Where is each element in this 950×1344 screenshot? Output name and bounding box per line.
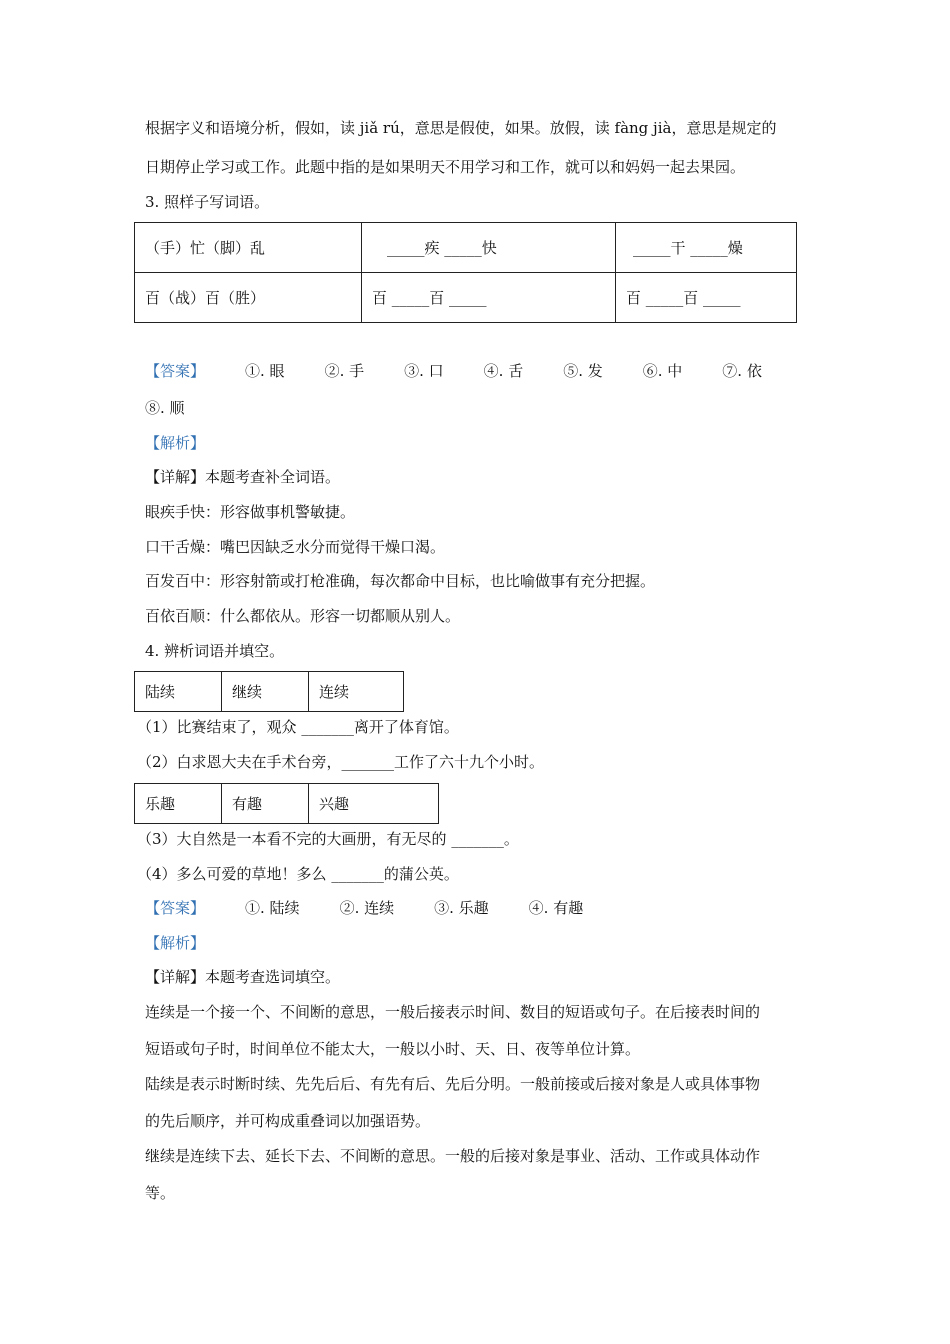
explanation-line: 百依百顺：什么都依从。形容一切都顺从别人。 [145, 607, 461, 625]
table-row [135, 223, 797, 273]
explanation-line: 眼疾手快：形容做事机警敏捷。 [145, 503, 356, 521]
answer-item: ①. 眼 [245, 362, 285, 380]
answer-item: ③. 乐趣 [434, 899, 489, 917]
paragraph-line: 继续是连续下去、延长下去、不间断的意思。一般的后接对象是事业、活动、工作或具体动作 [145, 1147, 761, 1165]
paragraph-line: 的先后顺序，并可构成重叠词以加强语势。 [145, 1112, 431, 1130]
q4-word-box-2 [134, 783, 439, 824]
table-cell: 兴趣 [309, 784, 439, 824]
answer-label: 【答案】 [145, 899, 206, 917]
table-cell: 乐趣 [135, 784, 222, 824]
answer-label: 【答案】 [145, 362, 206, 380]
q4-sentence-1: （1）比赛结束了，观众 _______离开了体育馆。 [137, 718, 459, 736]
explanation-line: 口干舌燥：嘴巴因缺乏水分而觉得干燥口渴。 [145, 538, 446, 556]
table-cell: 百 _____百 _____ [616, 273, 797, 323]
paragraph-line: 连续是一个接一个、不间断的意思，一般后接表示时间、数目的短语或句子。在后接表时间的 [145, 1003, 761, 1021]
answer-item: ⑤. 发 [563, 362, 603, 380]
table-cell: 连续 [309, 672, 404, 712]
q3-word-table [134, 222, 797, 323]
analysis-label: 【解析】 [145, 934, 206, 952]
analysis-label: 【解析】 [145, 434, 206, 452]
table-cell: 继续 [222, 672, 309, 712]
table-cell: 陆续 [135, 672, 222, 712]
answer-item: ④. 舌 [483, 362, 524, 380]
detail-line: 【详解】本题考查补全词语。 [145, 468, 341, 486]
q3-answer-line [145, 361, 762, 381]
answer-item: ④. 有趣 [528, 899, 584, 917]
paragraph-line: 等。 [145, 1184, 176, 1202]
detail-line: 【详解】本题考查选词填空。 [145, 968, 341, 986]
answer-item: ②. 连续 [339, 899, 395, 917]
answer-item: ⑥. 中 [642, 362, 683, 380]
table-cell: 百（战）百（胜） [135, 273, 362, 323]
table-row [135, 672, 404, 712]
q4-sentence-4: （4）多么可爱的草地！多么 _______的蒲公英。 [137, 865, 459, 883]
table-cell: （手）忙（脚）乱 [135, 223, 362, 273]
paragraph-line: 短语或句子时，时间单位不能太大，一般以小时、天、日、夜等单位计算。 [145, 1040, 641, 1058]
explanation-line: 百发百中：形容射箭或打枪准确，每次都命中目标，也比喻做事有充分把握。 [145, 572, 656, 590]
table-cell: _____疾 _____快 [362, 223, 616, 273]
table-row [135, 784, 439, 824]
q4-word-box-1 [134, 671, 404, 712]
answer-item: ②. 手 [324, 362, 365, 380]
intro-line-2: 日期停止学习或工作。此题中指的是如果明天不用学习和工作，就可以和妈妈一起去果园。 [145, 158, 746, 176]
table-cell: 百 _____百 _____ [362, 273, 616, 323]
table-cell: 有趣 [222, 784, 309, 824]
q4-title: 4. 辨析词语并填空。 [145, 642, 285, 660]
intro-line-1: 根据字义和语境分析，假如，读 jiǎ rú，意思是假使，如果。放假，读 fàng jià，意思是规定的 [145, 119, 777, 137]
answer-item: ①. 陆续 [245, 899, 300, 917]
q4-sentence-3: （3）大自然是一本看不完的大画册，有无尽的 _______。 [137, 830, 519, 848]
q4-sentence-2: （2）白求恩大夫在手术台旁，_______工作了六十九个小时。 [137, 753, 545, 771]
paragraph-line: 陆续是表示时断时续、先先后后、有先有后、先后分明。一般前接或后接对象是人或具体事物 [145, 1075, 761, 1093]
q3-title: 3. 照样子写词语。 [145, 193, 270, 211]
answer-item: ③. 口 [404, 362, 444, 380]
answer-item: ⑦. 依 [722, 362, 762, 380]
q4-answer-line [145, 898, 583, 918]
table-cell: _____干 _____燥 [616, 223, 797, 273]
answer-item: ⑧. 顺 [145, 399, 185, 417]
table-row [135, 273, 797, 323]
